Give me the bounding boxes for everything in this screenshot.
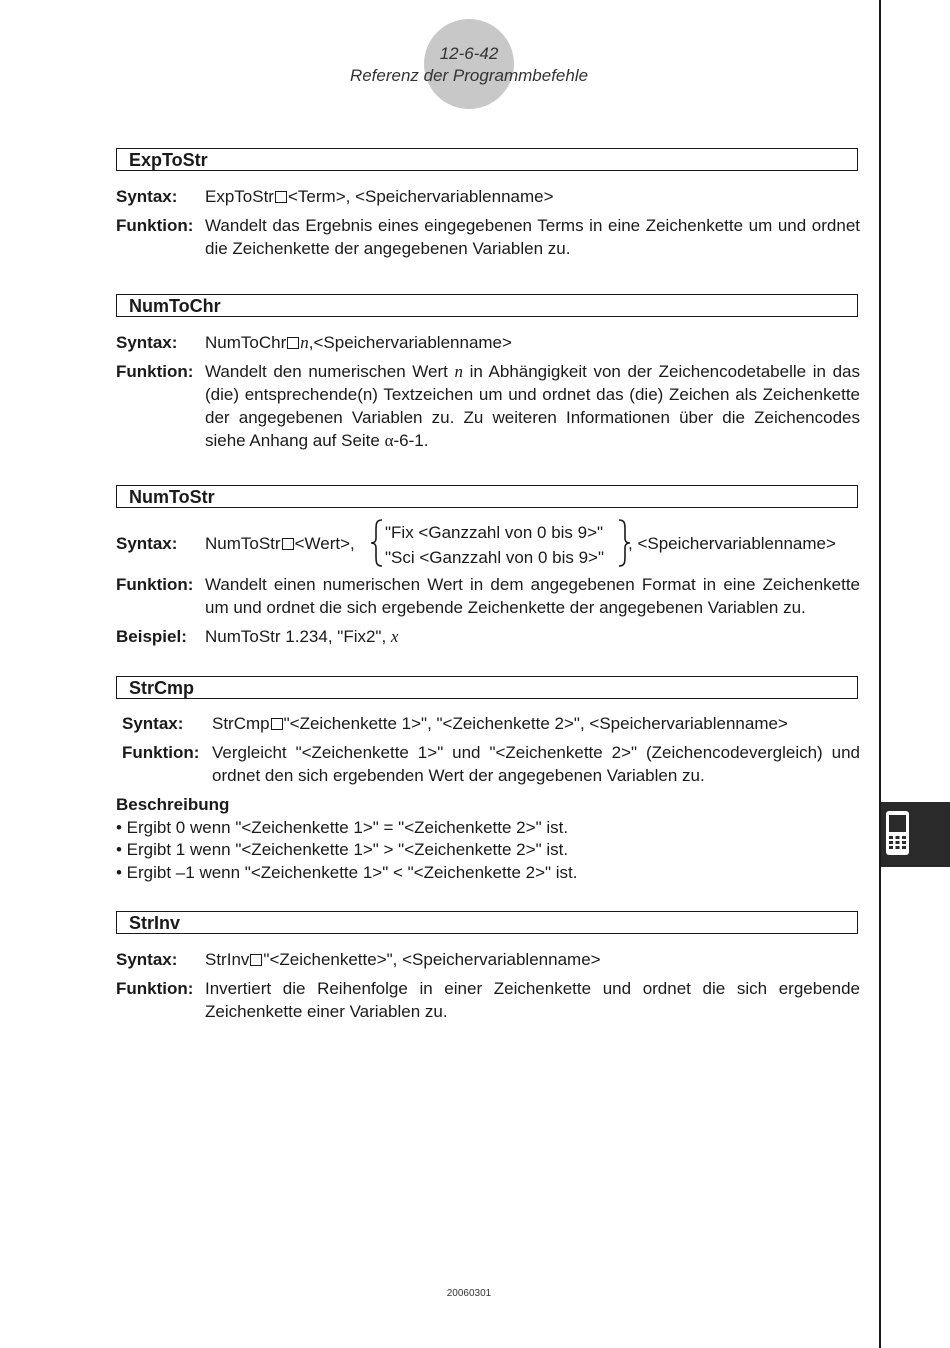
header-circle-decoration	[424, 19, 514, 109]
example-label: Beispiel:	[116, 627, 187, 646]
space-symbol-icon	[250, 954, 262, 966]
function-label: Funktion:	[116, 979, 194, 998]
syntax-numtostr	[205, 532, 355, 555]
function-label: Funktion:	[116, 216, 194, 235]
format-option-sci: "Sci <Ganzzahl von 0 bis 9>"	[385, 548, 605, 567]
function-text-strinv: Invertiert die Reihenfolge in einer Zeichenkette und ordnet die sich ergebende Zeichenkette einer Variablen zu.	[205, 979, 860, 1021]
calculator-device-icon	[885, 810, 910, 856]
function-label: Funktion:	[116, 362, 194, 381]
list-item: • Ergibt –1 wenn "<Zeichenkette 1>" < "<Zeichenkette 2>" ist.	[116, 863, 578, 882]
list-item: • Ergibt 1 wenn "<Zeichenkette 1>" > "<Zeichenkette 2>" ist.	[116, 840, 569, 859]
syntax-arguments: <Wert>,	[294, 534, 355, 553]
example-text: NumToStr 1.234, "Fix2",	[205, 627, 391, 646]
function-text-exptostr: Wandelt das Ergebnis eines eingegebenen Terms in eine Zeichenkette um und ordnet die Zeichenkette der angegebenen Variablen zu.	[205, 216, 860, 258]
list-item: • Ergibt 0 wenn "<Zeichenkette 1>" = "<Zeichenkette 2>" ist.	[116, 818, 569, 837]
page-number: 12-6-42	[439, 44, 499, 63]
section-title-strcmp: StrCmp	[116, 676, 858, 699]
syntax-command: NumToChr	[205, 333, 287, 352]
syntax-arguments: "<Zeichenkette>", <Speichervariablenname>	[263, 950, 601, 969]
function-text-strcmp: Vergleicht "<Zeichenkette 1>" und "<Zeichenkette 2>" (Zeichencodevergleich) und ordnet den sich ergebenden Wert der angegebenen Variablen zu.	[212, 743, 860, 785]
chapter-title: Referenz der Programmbefehle	[349, 66, 589, 85]
syntax-numtochr	[205, 331, 512, 354]
function-label: Funktion:	[116, 575, 194, 594]
syntax-arguments: , <Speichervariablenname>	[628, 534, 836, 553]
section-title-exptostr: ExpToStr	[116, 148, 858, 171]
function-text-numtochr	[205, 360, 860, 452]
section-title-numtostr: NumToStr	[116, 485, 858, 508]
section-title-strinv: StrInv	[116, 911, 858, 934]
right-margin-rule	[879, 0, 881, 1348]
syntax-arguments: ,<Speichervariablenname>	[308, 333, 512, 352]
space-symbol-icon	[271, 718, 283, 730]
syntax-command: NumToStr	[205, 534, 281, 553]
syntax-arguments: "<Zeichenkette 1>", "<Zeichenkette 2>", <Speichervariablenname>	[283, 714, 788, 733]
example-variable: x	[390, 627, 399, 646]
format-option-fix: "Fix <Ganzzahl von 0 bis 9>"	[385, 523, 604, 542]
space-symbol-icon	[287, 337, 299, 349]
space-symbol-icon	[282, 538, 294, 550]
syntax-label: Syntax:	[116, 534, 178, 553]
left-brace-icon	[370, 518, 384, 568]
syntax-label: Syntax:	[116, 187, 178, 206]
function-text-numtostr: Wandelt einen numerischen Wert in dem angegebenen Format in eine Zeichenkette um und ordnet die sich ergebende Zeichenkette der angegebenen Variablen zu.	[205, 575, 860, 617]
function-label: Funktion:	[122, 743, 200, 762]
syntax-label: Syntax:	[116, 333, 178, 352]
syntax-variable: n	[300, 333, 309, 352]
syntax-command: ExpToStr	[205, 187, 274, 206]
function-text-part: in Abhängigkeit von der Zeichencodetabelle in das (die) entsprechende(n) Textzeichen um und ordnet das (die) Zeichen als Zeichenkette der angegebenen Variablen zu. Zu weiteren Informationen über die Zeichencodes siehe Anhang auf Seite	[205, 362, 860, 450]
function-variable: n	[454, 362, 463, 381]
page-header	[0, 0, 950, 110]
alpha-symbol: α	[384, 431, 394, 450]
syntax-arguments: <Term>, <Speichervariablenname>	[287, 187, 554, 206]
section-title-numtochr: NumToChr	[116, 294, 858, 317]
syntax-exptostr	[205, 185, 554, 208]
syntax-command: StrCmp	[212, 714, 270, 733]
space-symbol-icon	[275, 191, 287, 203]
footer-code: 20060301	[446, 1288, 492, 1299]
function-text-part: Wandelt den numerischen Wert	[205, 362, 455, 381]
syntax-label: Syntax:	[122, 714, 184, 733]
syntax-strcmp	[212, 712, 788, 735]
example-numtostr	[205, 625, 398, 648]
syntax-label: Syntax:	[116, 950, 178, 969]
function-text-part: -6-1.	[393, 431, 429, 450]
chapter-side-tab[interactable]	[881, 802, 950, 867]
syntax-strinv	[205, 948, 601, 971]
description-heading: Beschreibung	[116, 795, 230, 814]
syntax-command: StrInv	[205, 950, 250, 969]
